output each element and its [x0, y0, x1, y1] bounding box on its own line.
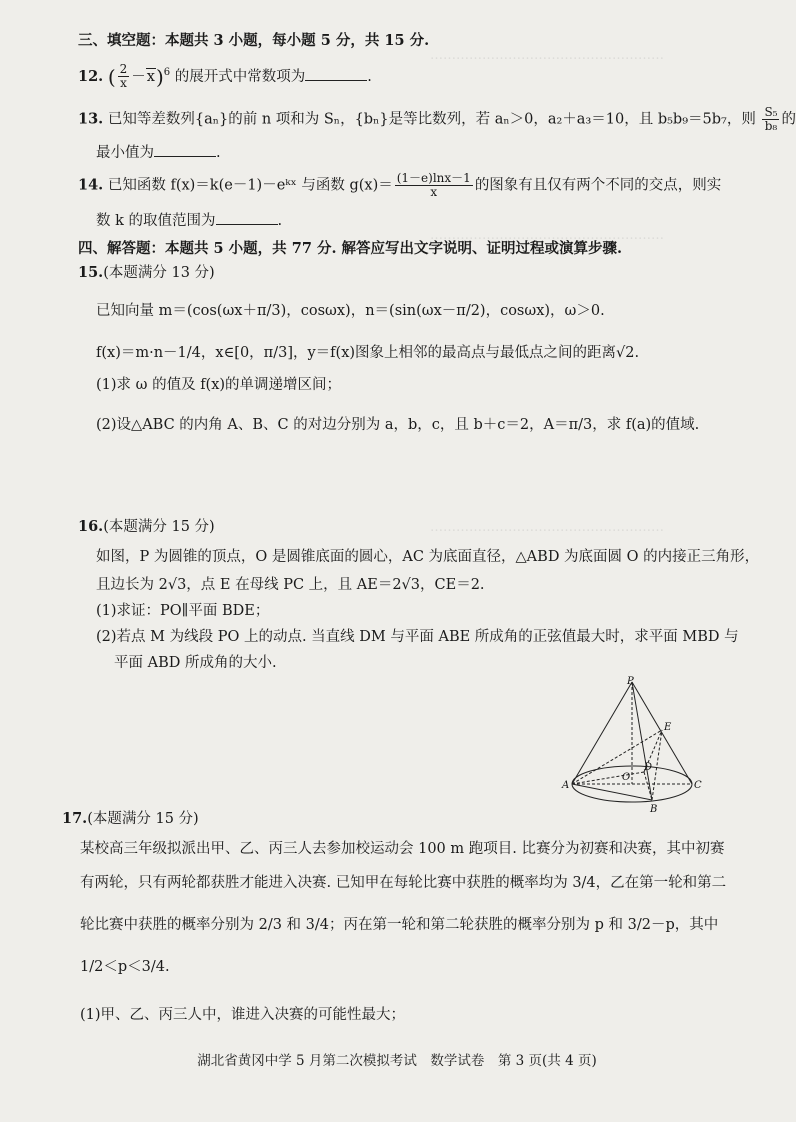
cone-figure	[560, 676, 700, 816]
label-O: O	[622, 772, 631, 783]
answer-blank-12[interactable]	[305, 66, 367, 81]
question-17-text3: 轮比赛中获胜的概率分别为 2/3 和 3/4；丙在第一轮和第二轮获胜的概率分别为 p 和 3/2－p，其中	[80, 917, 719, 933]
label-A: A	[562, 780, 570, 791]
question-13-line2: 最小值为 .	[96, 142, 754, 164]
question-16-part2a: (2)若点 M 为线段 PO 上的动点. 当直线 DM 与平面 ABE 所成角的正弦值最大时，求平面 MBD 与	[96, 629, 739, 645]
question-14: 14. 已知函数 f(x)＝k(e－1)－eᵏˣ 与函数 g(x)＝ $\frac{(1-e)\ln x-1}{x}$ 的图象有且仅有两个不同的交点，则实	[78, 171, 722, 199]
question-16-header: 16.(本题满分 15 分)	[78, 518, 215, 535]
question-15-header: 15.(本题满分 13 分)	[78, 264, 215, 281]
question-14-line2: 数 k 的取值范围为 .	[96, 210, 754, 232]
bleed-through-text: ………………………………………………	[430, 48, 664, 63]
label-D: D	[644, 762, 653, 773]
page-footer: 湖北省黄冈中学 5 月第二次模拟考试 数学试卷 第 3 页(共 4 页)	[197, 1053, 597, 1069]
question-16-text1: 如图，P 为圆锥的顶点，O 是圆锥底面的圆心，AC 为底面直径，△ABD 为底面圆 O 的内接正三角形，	[96, 549, 760, 565]
question-17-text4: 1/2＜p＜3/4.	[80, 959, 170, 975]
section-header-fill-blank: 三、填空题：本题共 3 小题，每小题 5 分，共 15 分.	[78, 32, 430, 49]
question-15-part2: (2)设△ABC 的内角 A、B、C 的对边分别为 a，b，c，且 b＋c＝2，A＝π/3，求 f(a)的值域.	[96, 417, 700, 433]
question-17-text2: 有两轮，只有两轮都获胜才能进入决赛. 已知甲在每轮比赛中获胜的概率均为 3/4，乙在第一轮和第二	[80, 875, 727, 891]
label-E: E	[664, 722, 672, 733]
section-header-solve: 四、解答题：本题共 5 小题，共 77 分. 解答应写出文字说明、证明过程或演算步骤.	[78, 240, 623, 257]
question-16-part1: (1)求证：PO∥平面 BDE；	[96, 603, 270, 619]
label-B: B	[650, 804, 658, 815]
question-17-text1: 某校高三年级拟派出甲、乙、丙三人去参加校运动会 100 m 跑项目. 比赛分为初赛和决赛，其中初赛	[80, 841, 725, 857]
question-15-part1: (1)求 ω 的值及 f(x)的单调递增区间；	[96, 377, 342, 393]
answer-blank-14[interactable]	[216, 210, 278, 225]
question-17-header: 17.(本题满分 15 分)	[62, 810, 199, 827]
question-17-part1: (1)甲、乙、丙三人中，谁进入决赛的可能性最大；	[80, 1007, 406, 1023]
question-13: 13. 已知等差数列{aₙ}的前 n 项和为 Sₙ，{bₙ}是等比数列，若 aₙ＞0，a₂＋a₃＝10，且 b₅b₉＝5b₇，则 $\frac{\text{S₅}}{\text{b₈}}$ 的	[78, 105, 796, 133]
question-16-part2b: 平面 ABD 所成角的大小.	[114, 655, 277, 671]
question-16-text2: 且边长为 2√3，点 E 在母线 PC 上，且 AE＝2√3，CE＝2.	[96, 577, 485, 593]
label-C: C	[694, 780, 702, 791]
bleed-through-text: ………………………………………………	[430, 228, 664, 243]
bleed-through-text: ………………………………………………	[430, 520, 664, 535]
question-15-function: f(x)＝m·n－1/4，x∈[0，π/3]，y＝f(x)图象上相邻的最高点与最低点之间的距离√2.	[96, 345, 640, 361]
answer-blank-13[interactable]	[154, 142, 216, 157]
label-P: P	[627, 676, 634, 687]
question-12: 12. ( $\frac{2}{x}$ －x)$^6$ 的展开式中常数项为 .	[78, 62, 372, 91]
question-15-given: 已知向量 m＝(cos(ωx＋π/3)，cosωx)，n＝(sin(ωx－π/2)，cosωx)，ω＞0.	[96, 303, 605, 319]
